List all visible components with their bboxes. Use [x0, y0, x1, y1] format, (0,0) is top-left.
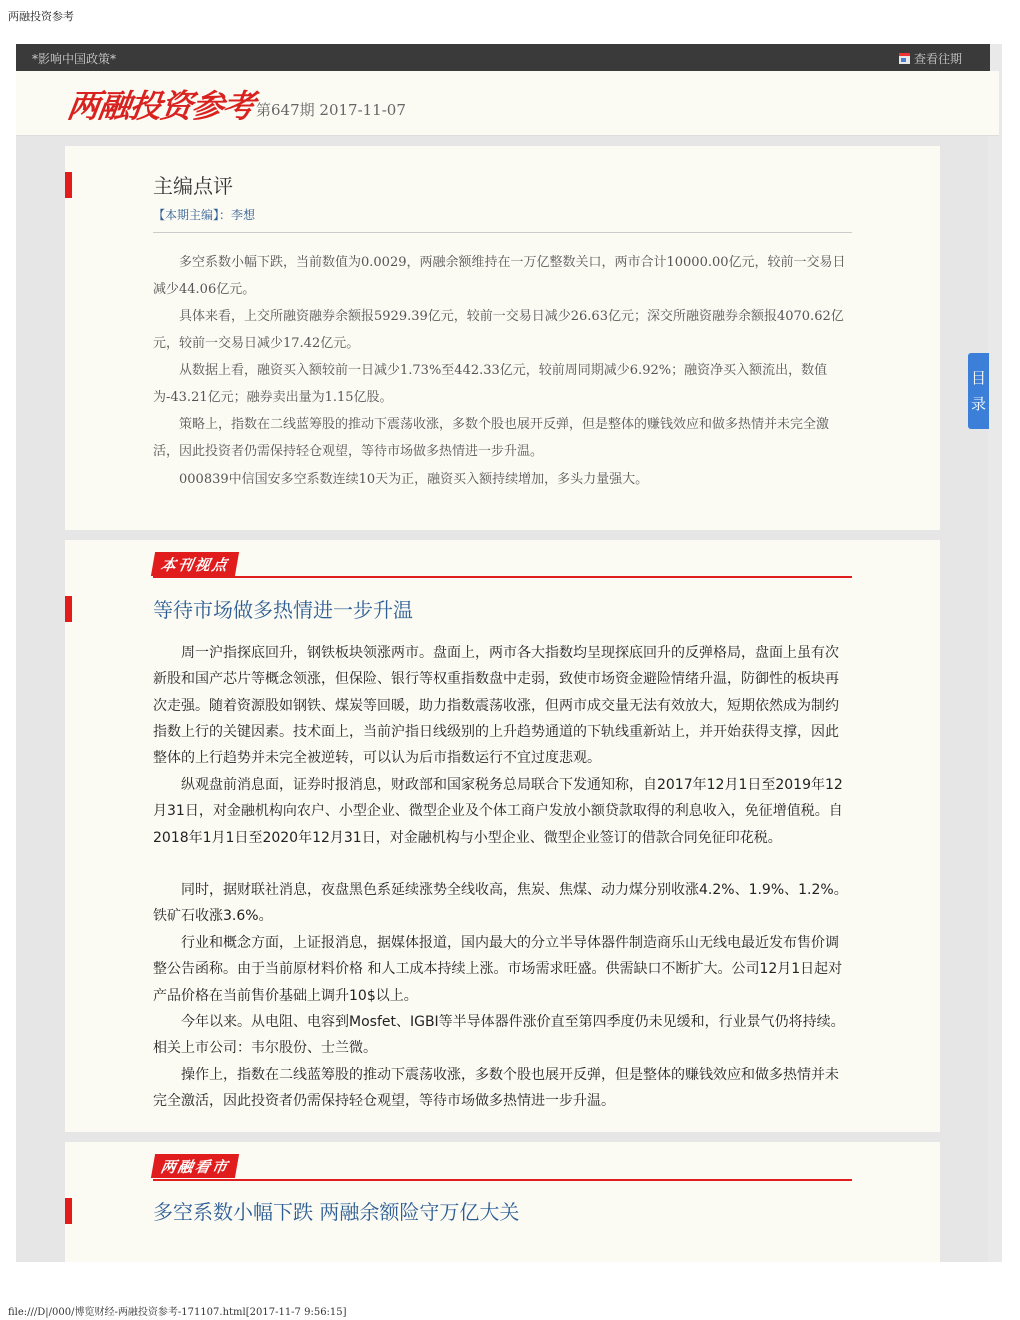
divider — [153, 232, 852, 233]
paragraph: 今年以来。从电阻、电容到Mosfet、IGBI等半导体器件涨价直至第四季度仍未见缓和，行业景气仍将持续。相关上市公司：韦尔股份、士兰微。 — [153, 1014, 845, 1057]
slogan-text: *影响中国政策* — [32, 52, 117, 66]
viewpoint-section — [65, 540, 940, 1132]
article-title: 多空系数小幅下跌 两融余额险守万亿大关 — [153, 1200, 520, 1224]
paragraph: 周一沪指探底回升，钢铁板块领涨两市。盘面上，两市各大指数均呈现探底回升的反弹格局，盘面上虽有次新股和国产芯片等概念领涨，但保险、银行等权重指数盘中走弱，致使市场资金避险情绪升温，防御性的板块再次走强。随着资源股如钢铁、煤炭等回暖，助力指数震荡收涨，但两市成交量无法有效放大，短期依然成为制约指数上行的关键因素。技术面上，当前沪指日线级别的上升趋势通道的下轨线重新站上，并开始获得支撑，因此整体的上行趋势并未完全被逆转，可以认为后市指数运行不宜过度悲观。 — [153, 645, 839, 767]
article-title: 等待市场做多热情进一步升温 — [153, 598, 413, 622]
footer-path: file:///D|/000/博览财经-两融投资参考-171107.html[2017-11-7 9:56:15] — [8, 1307, 347, 1318]
paragraph: 同时，据财联社消息，夜盘黑色系延续涨势全线收高，焦炭、焦煤、动力煤分别收涨4.2%、1.9%、1.2%。铁矿石收涨3.6%。 — [153, 882, 848, 925]
paragraph: 多空系数小幅下跌，当前数值为0.0029，两融余额维持在一万亿整数关口，两市合计10000.00亿元，较前一交易日减少44.06亿元。 — [153, 255, 846, 297]
past-issues-label: 查看往期 — [913, 52, 962, 66]
editor-label: 【本期主编】： — [153, 208, 232, 222]
editor-credit — [153, 206, 255, 223]
paragraph: 策略上，指数在二线蓝筹股的推动下震荡收涨，多数个股也展开反弹，但是整体的赚钱效应和做多热情并未完全激活，因此投资者仍需保持轻仓观望，等待市场做多热情进一步升温。 — [153, 417, 830, 459]
paragraph: 从数据上看，融资买入额较前一日减少1.73%至442.33亿元，较前周同期减少6.92%；融资净买入额流出，数值为-43.21亿元；融券卖出量为1.15亿股。 — [153, 363, 828, 405]
paragraph: 纵观盘前消息面，证券时报消息，财政部和国家税务总局联合下发通知称，自2017年12月1日至2019年12月31日，对金融机构向农户、小型企业、微型企业及个体工商户发放小额贷款取得的利息收入，免征增值税。自2018年1月1日至2020年12月31日，对金融机构与小型企业、微型企业签订的借款合同免征印花税。 — [153, 777, 843, 846]
section-marker — [65, 1198, 72, 1224]
section-banner: 两融看市 — [151, 1154, 239, 1178]
section-marker — [65, 596, 72, 622]
paragraph: 具体来看，上交所融资融券余额报5929.39亿元，较前一交易日减少26.63亿元；深交所融资融券余额报4070.62亿元，较前一交易日减少17.42亿元。 — [153, 309, 844, 351]
logo: 两融投资参考 — [65, 87, 257, 125]
editor-name: 李想 — [231, 208, 256, 222]
past-issues-link[interactable] — [899, 50, 962, 67]
top-bar — [16, 44, 990, 71]
masthead — [16, 71, 999, 136]
banner-line — [153, 576, 852, 578]
calendar-icon — [899, 53, 910, 64]
issue-info: 第647期 2017-11-07 — [256, 101, 406, 119]
paragraph: 000839中信国安多空系数连续10天为正，融资买入额持续增加，多头力量强大。 — [179, 472, 649, 487]
editor-section — [65, 146, 940, 530]
paragraph: 操作上，指数在二线蓝筹股的推动下震荡收涨，多数个股也展开反弹，但是整体的赚钱效应和做多热情并未完全激活，因此投资者仍需保持轻仓观望，等待市场做多热情进一步升温。 — [153, 1067, 839, 1110]
section-banner: 本刊视点 — [151, 552, 239, 576]
toc-button[interactable]: 目录 — [968, 353, 989, 429]
banner-line — [153, 1179, 852, 1181]
market-section — [65, 1142, 940, 1262]
browser-page-title: 两融投资参考 — [8, 10, 74, 23]
section-marker — [65, 172, 72, 198]
section-title: 主编点评 — [153, 174, 233, 198]
paragraph: 行业和概念方面，上证报消息，据媒体报道，国内最大的分立半导体器件制造商乐山无线电最近发布售价调整公告函称。由于当前原材料价格 和人工成本持续上涨。市场需求旺盛。供需缺口不断扩大。公司12月1日起对产品价格在当前售价基础上调升10$以上。 — [153, 935, 843, 1004]
